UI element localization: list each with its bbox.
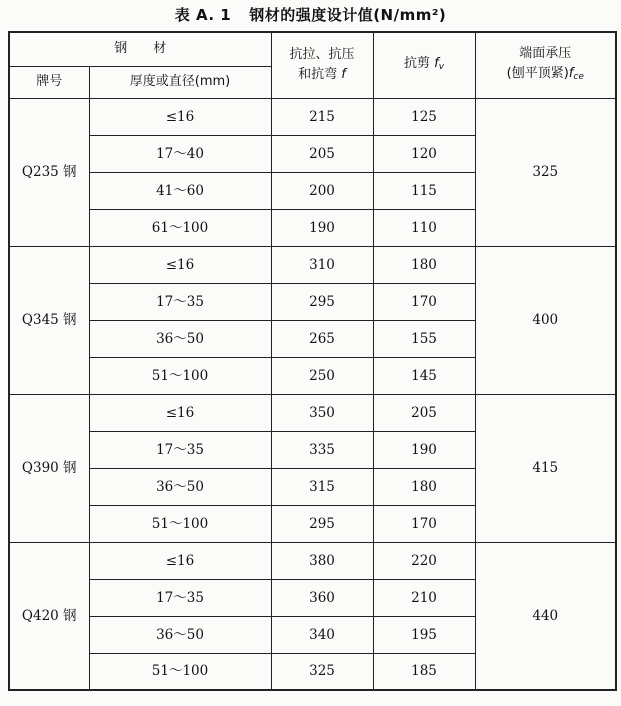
table-number: 表 A. 1: [174, 6, 232, 24]
tension-value-cell: 360: [271, 579, 373, 616]
header-shear-symbol: f: [434, 55, 439, 71]
thickness-cell: 17～35: [89, 283, 271, 320]
grade-cell: Q420 钢: [9, 542, 89, 690]
thickness-cell: 51～100: [89, 505, 271, 542]
tension-value-cell: 350: [271, 394, 373, 431]
thickness-cell: 17～35: [89, 579, 271, 616]
shear-value-cell: 110: [373, 209, 475, 246]
header-bearing-line2: (刨平顶紧): [506, 65, 569, 81]
header-steel: 钢 材: [9, 32, 271, 66]
shear-value-cell: 115: [373, 172, 475, 209]
thickness-cell: 61～100: [89, 209, 271, 246]
header-tension-line2: 和抗弯: [298, 67, 338, 83]
table-body: [9, 98, 616, 690]
thickness-cell: 51～100: [89, 357, 271, 394]
table-row: [9, 98, 616, 135]
header-tension-line1: 抗拉、抗压: [289, 47, 355, 63]
thickness-cell: 36～50: [89, 320, 271, 357]
bearing-value-cell: 325: [475, 98, 616, 246]
thickness-cell: ≤16: [89, 394, 271, 431]
thickness-cell: ≤16: [89, 246, 271, 283]
shear-value-cell: 190: [373, 431, 475, 468]
thickness-cell: 36～50: [89, 468, 271, 505]
thickness-cell: 17～40: [89, 135, 271, 172]
thickness-cell: ≤16: [89, 98, 271, 135]
shear-value-cell: 125: [373, 98, 475, 135]
table-row: [9, 246, 616, 283]
header-grade: 牌号: [9, 66, 89, 98]
table-row: [9, 394, 616, 431]
grade-cell: Q390 钢: [9, 394, 89, 542]
shear-value-cell: 185: [373, 653, 475, 690]
tension-value-cell: 250: [271, 357, 373, 394]
shear-value-cell: 170: [373, 505, 475, 542]
shear-value-cell: 210: [373, 579, 475, 616]
header-shear-subscript: v: [438, 61, 445, 72]
tension-value-cell: 215: [271, 98, 373, 135]
thickness-cell: 41～60: [89, 172, 271, 209]
grade-cell: Q235 钢: [9, 98, 89, 246]
tension-value-cell: 295: [271, 505, 373, 542]
shear-value-cell: 205: [373, 394, 475, 431]
bearing-value-cell: 415: [475, 394, 616, 542]
shear-value-cell: 120: [373, 135, 475, 172]
tension-value-cell: 315: [271, 468, 373, 505]
steel-strength-table: [8, 31, 617, 691]
table-title-text: 钢材的强度设计值(N/mm²): [249, 6, 447, 24]
tension-value-cell: 200: [271, 172, 373, 209]
tension-value-cell: 265: [271, 320, 373, 357]
table-row: [9, 542, 616, 579]
tension-value-cell: 310: [271, 246, 373, 283]
bearing-value-cell: 400: [475, 246, 616, 394]
header-tension-symbol: f: [341, 67, 346, 83]
shear-value-cell: 220: [373, 542, 475, 579]
shear-value-cell: 145: [373, 357, 475, 394]
tension-value-cell: 340: [271, 616, 373, 653]
tension-value-cell: 295: [271, 283, 373, 320]
header-bearing-subscript: ce: [573, 71, 584, 82]
header-shear: [373, 32, 475, 98]
tension-value-cell: 335: [271, 431, 373, 468]
shear-value-cell: 195: [373, 616, 475, 653]
header-tension: [271, 32, 373, 98]
thickness-cell: ≤16: [89, 542, 271, 579]
thickness-cell: 36～50: [89, 616, 271, 653]
table-title: [0, 4, 621, 25]
header-bearing-symbol: f: [568, 65, 574, 81]
header-shear-label: 抗剪: [403, 55, 430, 71]
bearing-value-cell: 440: [475, 542, 616, 690]
grade-cell: Q345 钢: [9, 246, 89, 394]
tension-value-cell: 205: [271, 135, 373, 172]
shear-value-cell: 180: [373, 468, 475, 505]
header-bearing: [475, 32, 616, 98]
shear-value-cell: 170: [373, 283, 475, 320]
header-thickness: 厚度或直径(mm): [89, 66, 271, 98]
tension-value-cell: 190: [271, 209, 373, 246]
thickness-cell: 17～35: [89, 431, 271, 468]
shear-value-cell: 180: [373, 246, 475, 283]
thickness-cell: 51～100: [89, 653, 271, 690]
shear-value-cell: 155: [373, 320, 475, 357]
tension-value-cell: 325: [271, 653, 373, 690]
header-bearing-line1: 端面承压: [519, 45, 572, 61]
tension-value-cell: 380: [271, 542, 373, 579]
